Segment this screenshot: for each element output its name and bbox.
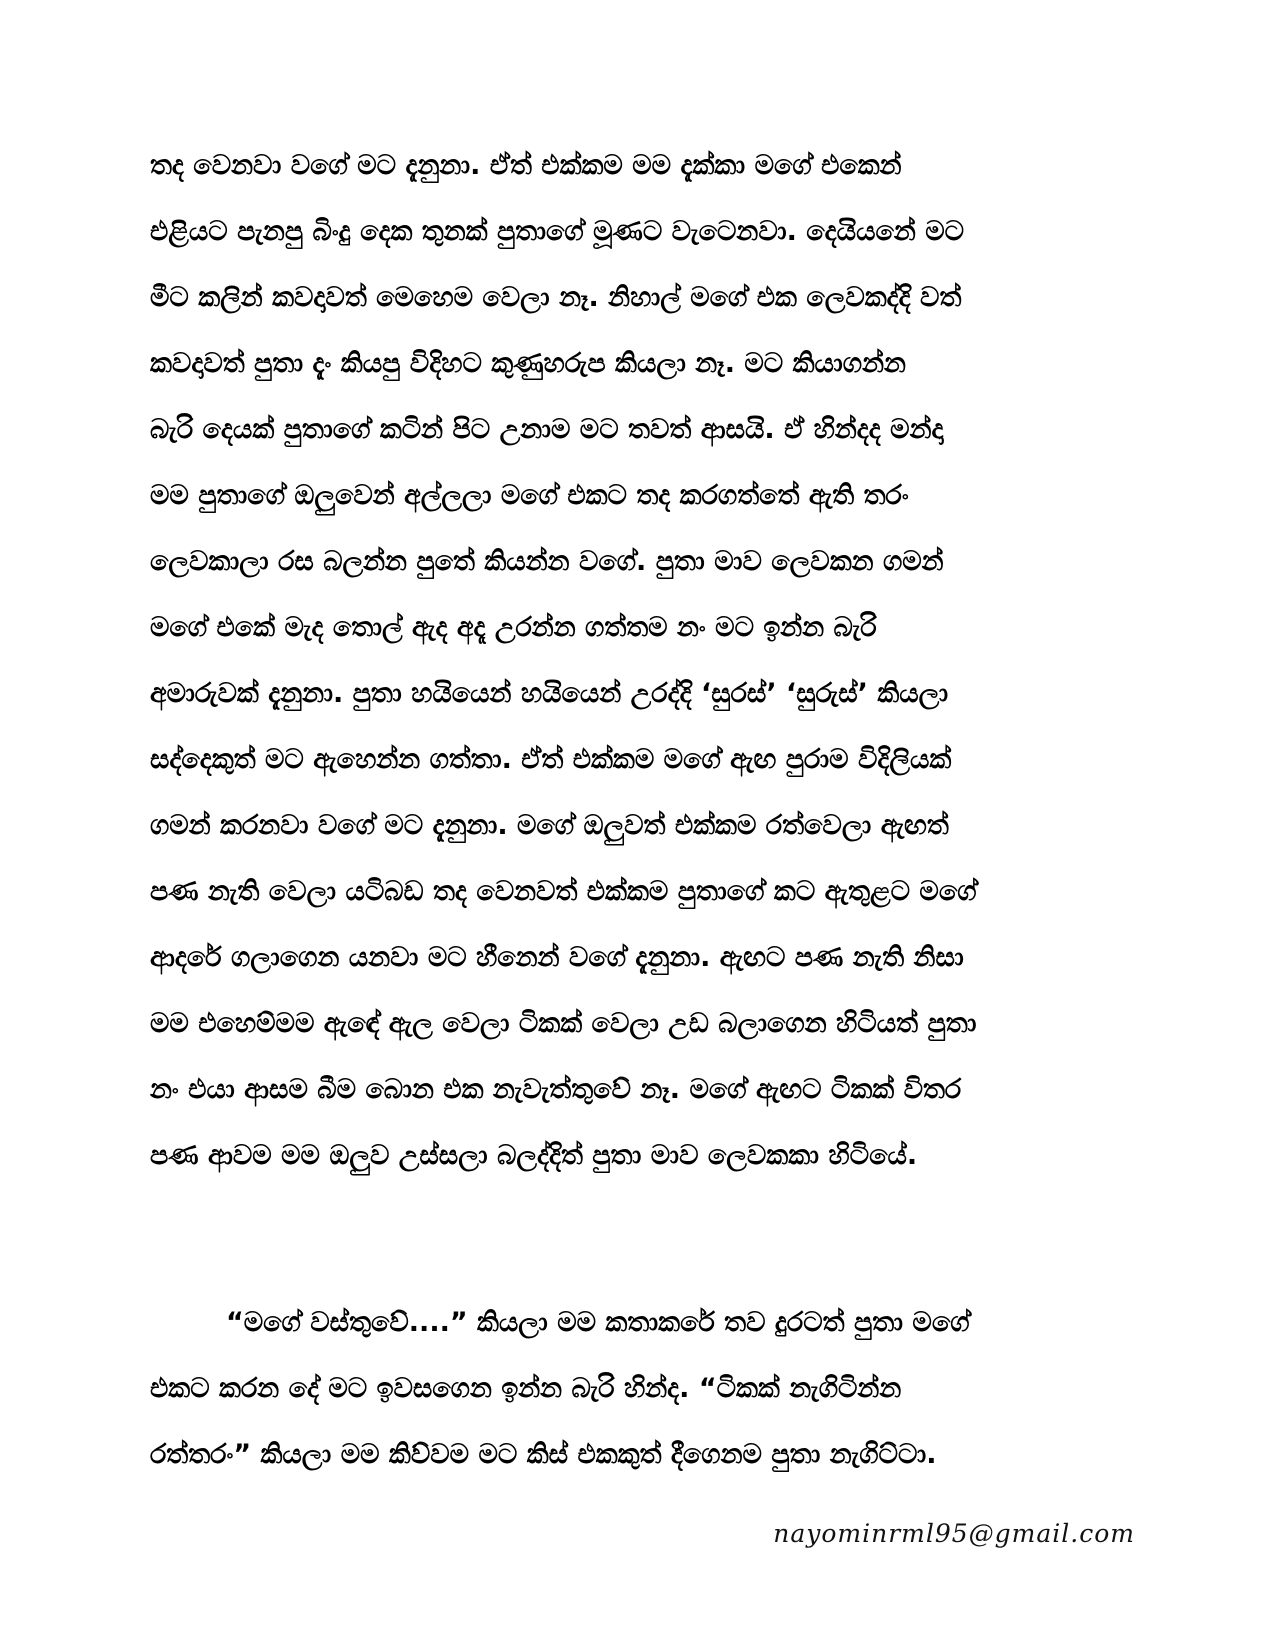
text-line: පණ නැති වෙලා යටිබඩ තද වෙනවත් එක්කම පුතාගේ කට ඇතුළට මගේ [150,876,977,907]
footer-email: nayominrml95@gmail.com [773,1519,1135,1548]
text-line: නං එයා ආසම බීම බොන එක නැවැත්තුවේ නෑ. මගේ ඇඟට ටිකක් විතර [150,1074,962,1105]
paragraph-2 [150,1303,1130,1501]
text-line: එළියට පැනපු බිංදු දෙක තුනක් පුතාගේ මූණට වැටෙනවා. දෙයියනේ මට [150,216,965,247]
text-line: ලෙවකාලා රස බලන්න පුතේ කියන්න වගේ. පුතා මාව ලෙවකන ගමන් [150,546,944,577]
text-line: එකට කරන දේ මට ඉවසගෙන ඉන්න බැරි හින්ද. “ටිකක් නැගිටින්න [150,1373,902,1404]
text-line: පණ ආවම මම ඔලුව උස්සලා බලද්දිත් පුතා මාව ලෙවකකා හිටියේ. [150,1140,918,1171]
text-line: ආදරේ ගලාගෙන යනවා මට හීනෙන් වගේ දැනුනා. ඇඟට පණ නැති නිසා [150,942,964,973]
text-line: තද වෙනවා වගේ මට දැනුනා. ඒත් එක්කම මම දැක්කා මගේ එකෙන් [150,150,902,181]
text-line: මගේ එකේ මැද තොල් ඇද අදෑ උරන්න ගත්තම නං මට ඉන්න බැරි [150,612,877,643]
text-line: රත්තරං” කියලා මම කිව්වම මට කිස් එකකුත් දීගෙනම පුතා නැගිට්ටා. [150,1439,937,1470]
text-line: අමාරුවක් දැනුනා. පුතා හයියෙන් හයියෙන් උරද්දි ‘සුරස්’ ‘සුරුස්’ කියලා [150,678,949,709]
text-line: සද්දෙකුත් මට ඇහෙන්න ගත්තා. ඒත් එක්කම මගේ ඇඟ පුරාම විදිලියක් [150,744,952,775]
text-line: බැරි දෙයක් පුතාගේ කටින් පිට උනාම මට තවත් ආසයි. ඒ හින්දද මන්දා [150,414,944,445]
text-line: මම එහෙම්මම ඇඳේ ඇල වෙලා ටිකක් වෙලා උඩ බලාගෙන හිටියත් පුතා [150,1008,977,1039]
text-line: ගමන් කරනවා වගේ මට දැනුනා. මගේ ඔලුවත් එක්කම රත්වෙලා ඇඟත් [150,810,949,841]
text-line: “මගේ වස්තුවේ....” කියලා මම කතාකරේ තව දුරටත් පුතා මගේ [226,1307,970,1338]
text-line: කවදාවත් පුතා දැං කියපු විදිහට කුණුහරුප කියලා නෑ. මට කියාගන්න [150,348,906,379]
paragraph-1 [150,146,1130,1202]
text-line: මම පුතාගේ ඔලුවෙන් අල්ලලා මගේ එකට තද කරගත්තේ ඇති තරං [150,480,909,511]
text-line: මීට කලින් කවදාවත් මෙහෙම වෙලා නෑ. නිහාල් මගේ එක ලෙවකද්දි වත් [150,282,962,313]
